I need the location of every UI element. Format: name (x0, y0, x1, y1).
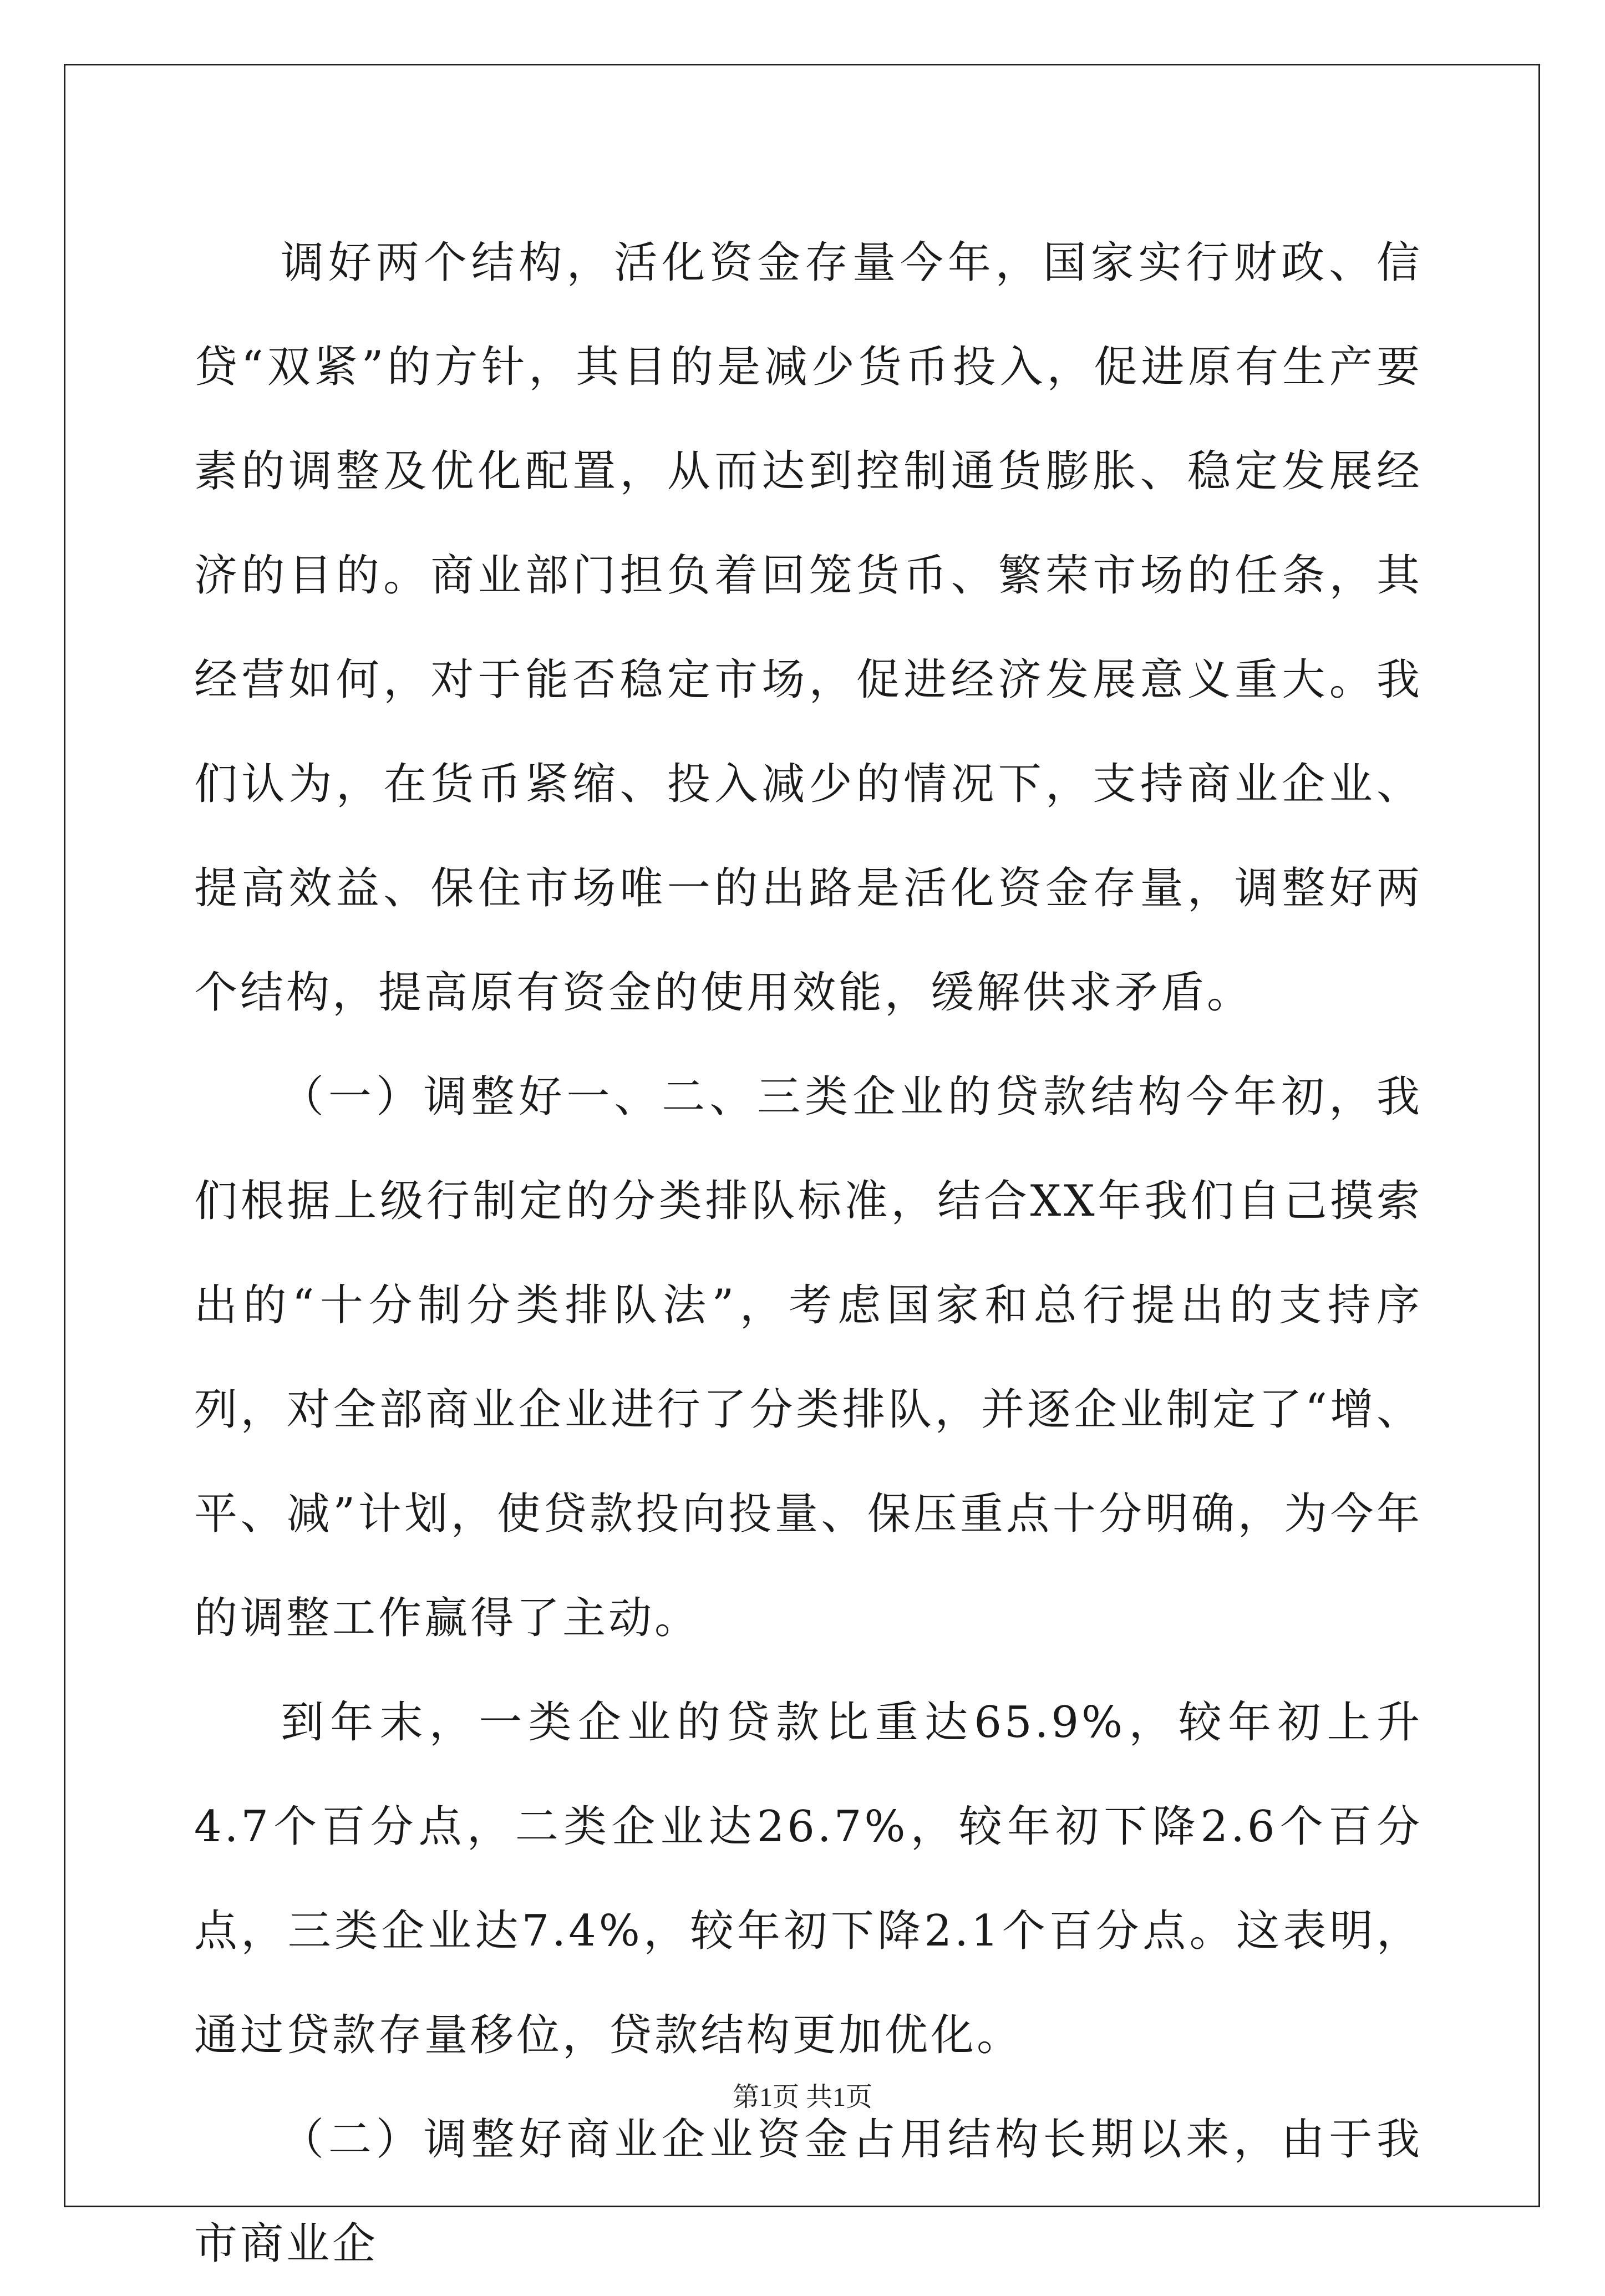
paragraph: 调好两个结构，活化资金存量今年，国家实行财政、信贷“双紧”的方针，其目的是减少货币投入，促进原有生产要素的调整及优化配置，从而达到控制通货膨胀、稳定发展经济的目的。商业部门担负着回笼货币、繁荣市场的任条，其经营如何，对于能否稳定市场，促进经济发展意义重大。我们认为，在货币紧缩、投入减少的情况下，支持商业企业、提高效益、保住市场唯一的出路是活化资金存量，调整好两个结构，提高原有资金的使用效能，缓解供求矛盾。 (194, 238, 1423, 1018)
paragraph: （二）调整好商业企业资金占用结构长期以来，由于我市商业企 (194, 2115, 1423, 2269)
paragraph: （一）调整好一、二、三类企业的贷款结构今年初，我们根据上级行制定的分类排队标准，结合XX年我们自己摸索出的“十分制分类排队法”，考虑国家和总行提出的支持序列，对全部商业企业进行了分类排队，并逐企业制定了“增、平、减”计划，使贷款投向投量、保压重点十分明确，为今年的调整工作赢得了主动。 (194, 1072, 1423, 1643)
document-body (194, 211, 1423, 2296)
paragraph: 到年末，一类企业的贷款比重达65.9%，较年初上升4.7个百分点，二类企业达26.7%，较年初下降2.6个百分点，三类企业达7.4%，较年初下降2.1个百分点。这表明，通过贷款存量移位，贷款结构更加优化。 (194, 1698, 1423, 2060)
page-footer: 第1页 共1页 (732, 2082, 872, 2112)
